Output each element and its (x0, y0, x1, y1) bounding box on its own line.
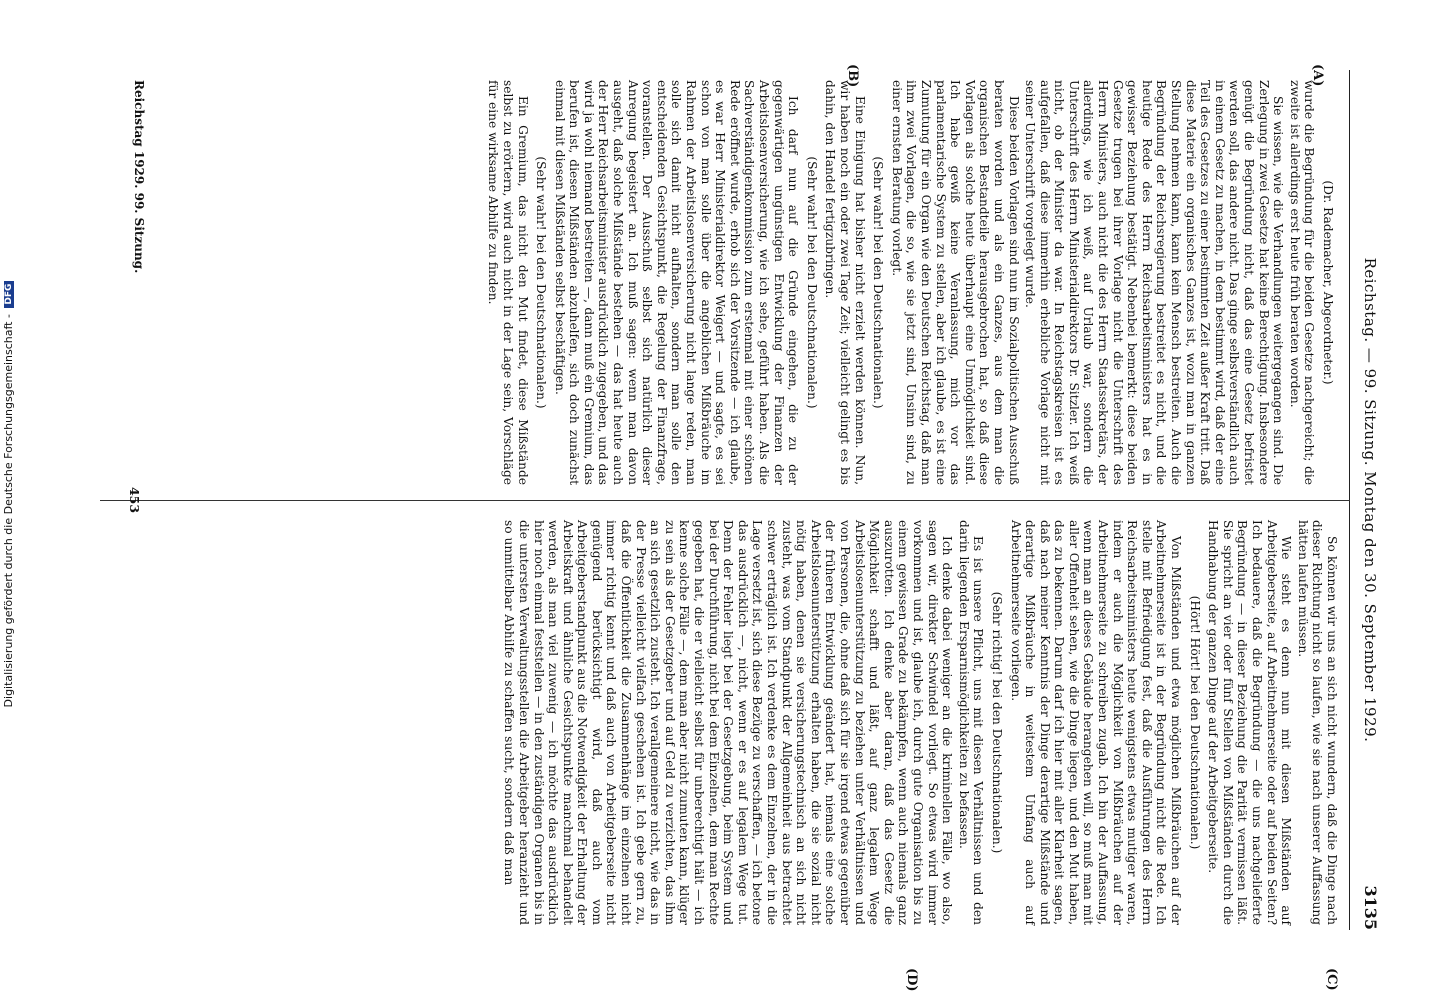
paragraph: wurde die Begründung für die beiden Gesetze nachgereicht; die zweite ist allerdings erst heute früh beraten worden. (1287, 80, 1317, 485)
page-header (1358, 70, 1382, 930)
column-divider (100, 500, 1350, 501)
margin-mark-d: (D) (904, 968, 919, 992)
header-title: Reichstag. — 99. Sitzung. Montag den 30. September 1929. (1361, 257, 1379, 743)
credit-text: Digitalisierung gefördert durch die Deutsche Forschungsgemeinschaft - (2, 314, 15, 708)
margin-mark-a: (A) (1310, 64, 1325, 87)
paragraph: Ein Gremium, das nicht den Mut findet, diese Mißstände selbst zu erörtern, wird auch nicht in der Lage sein, Vorschläge für eine wirksame Abhilfe zu finden. (486, 80, 530, 485)
paragraph: So können wir uns an sich nicht wundern, daß die Dinge nach dieser Richtung nicht so laufen, wie sie nach unserer Auffassung hätten laufen müssen. (1295, 520, 1339, 925)
paragraph: Ich darf nun auf die Gründe eingehen, die zu der gegenwärtigen ungünstigen Entwicklung der Finanzen der Arbeitslosenversicherung, wie ich sehe, geführt haben. Als die Sachverständigenkommission zum erstenmal mit einer schönen Rede eröffnet wurde, erhob sich der Vorsitzende — ich glaube, es war Herr Ministerialdirektor Weigert — und sagte, es sei schon von man solle über die angeblichen Mißbräuche im Rahmen der Arbeitslosenversicherung nicht lange reden, man solle sich damit nicht aufhalten, sondern man solle den entscheidenden Gesichtspunkt, die Regelung der Finanzfrage, voranstellen. Der Ausschuß selbst sich natürlich dieser Anregung begeistert an. Ich muß sagen: wenn man davon ausgeht, daß solche Mißstände bestehen — das hat heute auch der Herr Reichsarbeitsminister ausdrücklich zugegeben, und das wird ja wohl niemand bestreiten —, dann muß ein Gremium, das berufen ist, diesen Mißständen abzuhelfen, sich doch zunächst einmal mit diesen Mißständen selbst beschäftigen. (552, 80, 801, 485)
paragraph: Eine Einigung hat bisher nicht erzielt werden können. Nun, wir haben noch ein oder zwei Tage Zeit; vielleicht gelingt es bis dahin, den Handel fertigzubringen. (823, 80, 867, 485)
margin-mark-c: (C) (1324, 968, 1339, 991)
speaker-line: (Dr. Rademacher, Abgeordneter.) (1321, 180, 1335, 385)
paragraph: Ich denke dabei weniger an die kriminellen Fälle, wo also, sagen wir, direkter Schwindel vorliegt. So etwas wird immer vorkommen und ist, glaube ich, durch gute Organisation bis zu einem gewissen Grade zu bekämpfen, wenn auch niemals ganz auszurotten. Ich denke aber daran, daß das Gesetz die Möglichkeit schafft und läßt, auf ganz legalem Wege Arbeitslosenunterstützung zu beziehen unter Verhältnissen und von Personen, die, ohne daß sich für sie irgend etwas gegenüber der früheren Entwicklung geändert hat, niemals eine solche Arbeitslosenunterstützung erhalten haben, die sie sozial nicht nötig haben, denen sie versicherungstechnisch an sich nicht zusteht, was vom Standpunkt der Allgemeinheit aus betrachtet schwer erträglich ist. Ich verdenke es dem Einzelnen, der in die Lage versetzt ist, sich diese Bezüge zu verschaffen, — ich betone das ausdrücklich —, nicht, wenn er es auf legalem Wege tut. Denn der Fehler liegt bei der Gesetzgebung, beim System und bei der Durchführung, nicht bei dem Einzelnen, dem man Rechte gegeben hat, die er vielleicht selbst für unberechtigt hält — ich kenne solche Fälle —, dem man aber nicht zumuten kann, klüger zu sein als der Gesetzgeber und auf Geld zu verzichten, das ihm an sich gesetzlich zusteht. Ich verallgemeinere nicht, wie das in der Presse vielleicht vielfach geschehen ist. Ich gebe gern zu, daß die Öffentlichkeit die Zusammenhänge im einzelnen nicht immer richtig kennt und daß auch von Arbeitgeberseite nicht genügend berücksichtigt wird, daß auch vom Arbeitgeberstandpunkt aus die Notwendigkeit der Erhaltung der Arbeitskraft und ähnliche Gesichtspunkte manchmal behandelt werden, als man viel zuwenig — ich möchte das ausdrücklich hier noch einmal feststellen — in den zuständigen Organen bis in die untersten Verwaltungsstellen die Arbeitgeber heranzieht und so unmittelbar Abhilfe zu schaffen sucht, sondern daß man (502, 520, 955, 925)
digitization-credit (2, 0, 18, 994)
paragraph: Wie steht es denn nun mit diesen Mißständen auf Arbeitgeberseite, auf Arbeitnehmerseite oder auf beiden Seiten? Ich bedauere, daß die Begründung — die uns nachgelieferte Begründung — in dieser Beziehung die Parität vermissen läßt. Sie spricht an vier oder fünf Stellen von Mißständen durch die Handhabung der ganzen Dinge auf der Arbeitgeberseite. (1206, 520, 1294, 925)
interjection: (Sehr wahr! bei den Deutschnationalen.) (534, 156, 549, 409)
footer-number: 453 (127, 486, 142, 514)
footer-session: Reichstag 1929. 99. Sitzung. (132, 80, 146, 274)
left-column (484, 80, 1339, 485)
interjection: (Sehr wahr! bei den Deutschnationalen.) (871, 156, 886, 409)
interjection: (Sehr wahr! bei den Deutschnationalen.) (804, 156, 819, 409)
margin-mark-b: (B) (845, 64, 860, 88)
paragraph: Es ist unsere Pflicht, uns mit diesen Verhältnissen und den darin liegenden Ersparnismöglichkeiten zu befassen. (956, 520, 986, 925)
page-number: 3135 (1361, 885, 1380, 930)
paragraph: Sie wissen, wie die Verhandlungen weitergegangen sind. Die Zerlegung in zwei Gesetze hat keine Berechtigung. Insbesondere genügt die Begründung nicht, daß das eine Gesetz befristet werden soll, das andere nicht. Das ginge selbstverständlich auch in einem Gesetz zu machen, in dem bestimmt wird, daß der eine Teil des Gesetzes zu einer bestimmten Zeit außer Kraft tritt. Daß diese Materie ein organisches Ganzes ist, wozu man in ganzen Stellung nehmen kann, kann kein Mensch bestreiten. Auch die Begründung der Reichsregierung bestreitet es nicht, und die heutige Rede des Herrn Reichsarbeitsministers hat es in gewisser Beziehung bestätigt. Nebenbei bemerkt: diese beiden Gesetze trugen bei ihrer Vorlage nicht die Unterschrift des Herrn Ministers, auch nicht die des Herrn Staatssekretärs, der allerdings, wie ich weiß, auf Urlaub war, sondern die Unterschrift des Herrn Ministerialdirektors Dr. Sitzler. Ich weiß nicht, ob der Minister da war. In Reichstagskreisen ist es aufgefallen, daß diese immerhin erhebliche Vorlage nicht mit seiner Unterschrift vorgelegt wurde. (1023, 80, 1286, 485)
dfg-logo-icon: DFG (4, 281, 14, 308)
right-column (500, 520, 1339, 925)
paragraph: Von Mißständen und etwa möglichen Mißbräuchen auf der Arbeitnehmerseite ist in der Begründung nicht die Rede. Ich stelle mit Befriedigung fest, daß die Ausführungen des Herrn Reichsarbeitsministers heute wenigstens etwas mutiger waren, indem er auch die Möglichkeit von Mißbräuchen auf der Arbeitnehmerseite zu schreiben zugab. Ich bin der Auffassung, wenn man an dieses Gebäude herangehen will, so muß man mit aller Offenheit sehen, wie die Dinge liegen, und den Mut haben, das zu bekennen. Darum darf ich hier mit aller Klarheit sagen, daß nach meiner Kenntnis der Dinge derartige Mißstände und derartige Mißbräuche in weitestem Umfang auch auf Arbeitnehmerseite vorliegen. (1008, 520, 1184, 925)
interjection: (Sehr richtig! bei den Deutschnationalen.) (989, 591, 1004, 854)
interjection: (Hört! Hört! bei den Deutschnationalen.) (1187, 595, 1202, 850)
paragraph: Diese beiden Vorlagen sind nun im Sozialpolitischen Ausschuß beraten worden und als ein Ganzes, aus dem man die organischen Bestandteile herausgebrochen hat, so daß diese Vorlagen als solche heute überhaupt eine Unmöglichkeit sind. Ich habe gewiß keine Veranlassung, mich vor das parlamentarische System zu stellen, aber ich glaube, es ist eine Zumutung für ein Organ wie den Deutschen Reichstag, daß man ihm zwei Vorlagen, die so, wie sie jetzt sind, Unsinn sind, zu einer ernsten Beratung vorlegt. (889, 80, 1021, 485)
